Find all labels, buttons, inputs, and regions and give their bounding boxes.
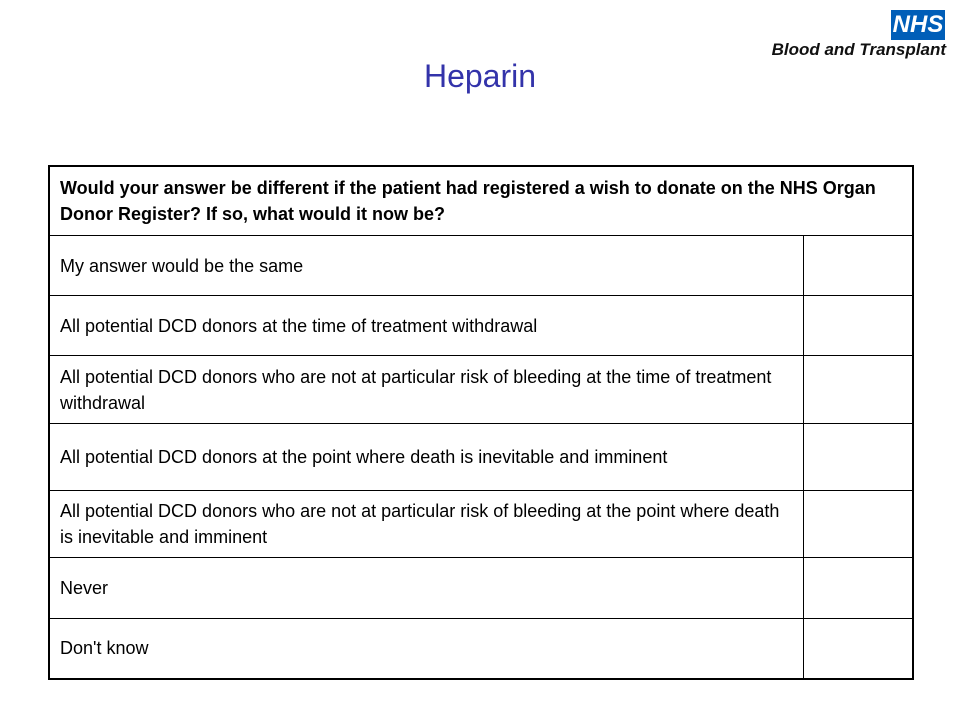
option-response-cell[interactable] <box>804 558 914 619</box>
option-label: Never <box>49 558 804 619</box>
option-row[interactable] <box>49 558 913 619</box>
option-response-cell[interactable] <box>804 356 914 424</box>
option-response-cell[interactable] <box>804 424 914 491</box>
option-response-cell[interactable] <box>804 236 914 296</box>
option-response-cell[interactable] <box>804 619 914 679</box>
question-row <box>49 166 913 236</box>
question-table <box>48 165 914 680</box>
page-title: Heparin <box>423 58 537 94</box>
option-row[interactable] <box>49 424 913 491</box>
option-row[interactable] <box>49 236 913 296</box>
organisation-name: Blood and Transplant <box>771 40 946 59</box>
option-label: All potential DCD donors who are not at particular risk of bleeding at the point where death is inevitable and imminent <box>49 491 804 558</box>
option-label: Don't know <box>49 619 804 679</box>
option-row[interactable] <box>49 296 913 356</box>
option-label: My answer would be the same <box>49 236 804 296</box>
option-label: All potential DCD donors at the time of treatment withdrawal <box>49 296 804 356</box>
option-row[interactable] <box>49 491 913 558</box>
option-label: All potential DCD donors at the point where death is inevitable and imminent <box>49 424 804 491</box>
nhs-logo-badge <box>891 10 945 40</box>
option-row[interactable] <box>49 619 913 679</box>
option-label: All potential DCD donors who are not at particular risk of bleeding at the time of treatment withdrawal <box>49 356 804 424</box>
option-response-cell[interactable] <box>804 296 914 356</box>
nhs-logo-text: NHS <box>892 11 944 38</box>
question-text: Would your answer be different if the patient had registered a wish to donate on the NHS Organ Donor Register? If so, what would it now be? <box>49 166 913 236</box>
option-row[interactable] <box>49 356 913 424</box>
option-response-cell[interactable] <box>804 491 914 558</box>
